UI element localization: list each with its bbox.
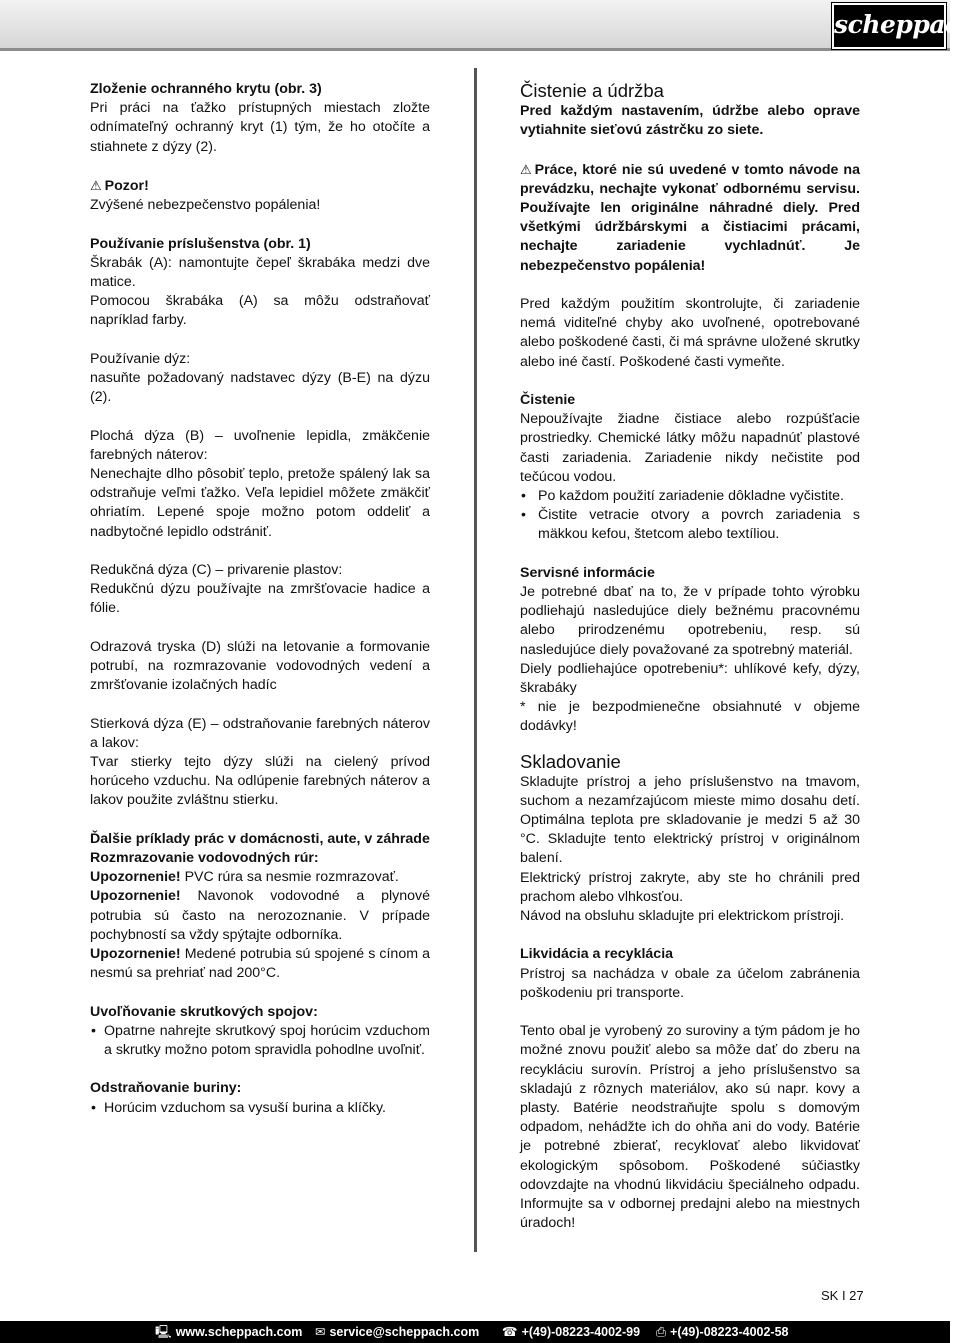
flat-nozzle-label: Plochá dýza (B) – uvoľnenie lepidla, zmäkčenie farebných náterov: (90, 427, 430, 463)
right-column (520, 80, 860, 1233)
footer-phone[interactable]: ☎ +(49)-08223-4002-99 (502, 1325, 641, 1339)
logo-text: scheppach (834, 10, 977, 39)
protective-cover-text: Pri práci na ťažko prístupných miestach zložte odnímateľný ochranný kryt (1) tým, že ho otočíte a stiahnete z dýzy (2). (90, 100, 430, 155)
warning-triangle-icon: ⚠ (520, 161, 532, 177)
left-column (90, 80, 430, 1118)
warning-title: Pozor! (104, 178, 149, 194)
reduction-nozzle-text: Redukčnú dýzu používajte na zmršťovacie hadice a fólie. (90, 581, 430, 617)
heading-more-examples: Ďalšie príklady prác v domácnosti, aute, v záhrade (90, 830, 430, 847)
heading-thawing-pipes: Rozmrazovanie vodovodných rúr: (90, 850, 319, 866)
note-label: Upozornenie! (90, 888, 181, 905)
disposal-text-1: Prístroj sa nachádza v obale za účelom zabránenia poškodeniu pri transporte. (520, 965, 860, 1001)
service-warning: Práce, ktoré nie sú uvedené v tomto návode na prevádzku, nechajte vykonať odbornému servisu. Používajte len originálne náhradné diely. Pred všetkými údržbárskymi a čistiacimi prácami, nechajte zariadenie vychladnúť. Je nebezpečenstvo popálenia! (520, 161, 860, 274)
note-1-text: PVC rúra sa nesmie rozmrazovať. (184, 869, 399, 886)
warning-text: Zvýšené nebezpečenstvo popálenia! (90, 197, 321, 214)
disposal-text-2: Tento obal je vyrobený zo suroviny a tým pádom je ho možné znovu použiť alebo sa môže dať do zberu na recykláciu surovín. Prístroj a jeho príslušenstvo sa skladajú z rôznych materiálov, ako sú napr. kovy a plasty. Batérie neodstraňujte spolu s domovým odpadom, nehádžte ich do ohňa ani do vody. Batérie je potrebné zbierať, recyklovať alebo likvidovať ekologickým spôsobom. Poškodené súčiastky odovzdajte na vhodnú likvidáciu špeciálneho odpadu. Informujte sa v odbornej predajni alebo na miestnych úradoch! (520, 1023, 860, 1232)
nozzle-use-label: Používanie dýz: (90, 350, 191, 367)
storage-text-3: Návod na obsluhu skladujte pri elektrickom prístroji. (520, 908, 845, 925)
scraper-text-1: Škrabák (A): namontujte čepeľ škrabáka medzi dve matice. (90, 254, 430, 290)
scheppach-logo (832, 3, 977, 49)
heading-service-info: Servisné informácie (520, 564, 655, 581)
note-2-text: Navonok vodovodné a plynové potrubia sú často na nerozoznanie. V prípade pochybností sa vždy spýtajte odborníka. (90, 888, 430, 943)
column-divider (474, 68, 477, 1252)
inspection-text: Pred každým použitím skontrolujte, či zariadenie nemá viditeľné chyby ako uvoľnené, opotrebované alebo poškodené časti, či má správne uložené skrutky alebo iné častí. Poškodené časti vymeňte. (520, 296, 860, 370)
reflector-nozzle-text: Odrazová tryska (D) slúži na letovanie a formovanie potrubí, na rozmrazovanie vodovodných vedení a zmršťovanie izolačných hadíc (90, 638, 430, 694)
fax-icon: ⎙ (656, 1325, 667, 1339)
warning-triangle-icon: ⚠ (90, 178, 102, 193)
note-3 (90, 945, 430, 983)
heading-storage: Skladovanie (520, 750, 621, 772)
heading-loosening-screws: Uvoľňovanie skrutkových spojov: (90, 1003, 318, 1020)
scraper-nozzle-text: Tvar stierky tejto dýzy slúži na cielený prívod horúceho vzduchu. Na odlúpenie farebných náterov a lakov použite zvláštnu stierku. (90, 754, 430, 809)
note-label: Upozornenie! (90, 946, 181, 963)
list-item: • Horúcim vzduchom sa vysuší burina a klíčky. (90, 1099, 430, 1118)
mail-icon: ✉ (315, 1325, 326, 1339)
reduction-nozzle-label: Redukčná dýza (C) – privarenie plastov: (90, 562, 343, 578)
service-text-3: * nie je bezpodmienečne obsiahnuté v objeme dodávky! (520, 699, 860, 735)
list-item: • Po každom použití zariadenie dôkladne vyčistite. (520, 487, 860, 506)
heading-disposal: Likvidácia a recyklácia (520, 946, 674, 963)
note-1 (90, 868, 430, 887)
phone-icon: ☎ (502, 1325, 518, 1339)
service-text-1: Je potrebné dbať na to, že v prípade tohto výrobku podliehajú nasledujúce diely bežnému pracovnému alebo prirodzenému opotrebeniu, resp. sú nasledujúce diely považované za spotrebný materiál. (520, 584, 860, 658)
computer-icon: 🖳 (155, 1325, 172, 1339)
list-item: • Čistite vetracie otvory a povrch zariadenia s mäkkou kefou, štetcom alebo textíliou. (520, 506, 860, 544)
header-bar (0, 0, 977, 51)
storage-text-1: Skladujte prístroj a jeho príslušenstvo na tmavom, suchom a nezamŕzajúcom mieste mimo dosahu detí. Optimálna teplota pre skladovanie je medzi 5 až 30 °C. Skladujte tento elektrický prístroj v originálnom balení. (520, 773, 860, 867)
scraper-nozzle-label: Stierková dýza (E) – odstraňovanie farebných náterov a lakov: (90, 715, 430, 751)
service-text-2: Diely podliehajúce opotrebeniu*: uhlíkové kefy, dýzy, škrabáky (520, 660, 860, 697)
scraper-text-2: Pomocou škrabáka (A) sa môžu odstraňovať napríklad farby. (90, 293, 430, 329)
nozzle-use-text: nasuňte požadovaný nadstavec dýzy (B-E) na dýzu (2). (90, 370, 430, 406)
note-3-text: Medené potrubia sú spojené s cínom a nesmú sa prehriať nad 200°C. (90, 946, 430, 982)
heading-protective-cover: Zloženie ochranného krytu (obr. 3) (90, 81, 322, 97)
footer-email[interactable]: ✉ service@scheppach.com (315, 1325, 480, 1339)
note-2 (90, 887, 430, 945)
storage-text-2: Elektrický prístroj zakryte, aby ste ho chránili pred prachom alebo vlhkosťou. (520, 869, 860, 905)
unplug-warning: Pred každým nastavením, údržbe alebo oprave vytiahnite sieťovú zástrčku zo siete. (520, 103, 860, 139)
flat-nozzle-text: Nenechajte dlho pôsobiť teplo, pretože spálený lak sa odstraňuje veľmi ťažko. Veľa lepidiel môžete zmäkčiť ohriatím. Lepené spoje možno potom oddeliť a nadbytočné lepidlo odstrániť. (90, 466, 430, 540)
footer-web[interactable]: 🖳 www.scheppach.com (155, 1325, 303, 1339)
footer-fax[interactable]: ⎙ +(49)-08223-4002-58 (656, 1325, 789, 1339)
note-label: Upozornenie! (90, 869, 181, 886)
page-number: SK I 27 (821, 1288, 864, 1303)
heading-weed-removal: Odstraňovanie buriny: (90, 1080, 242, 1097)
cleaning-text: Nepoužívajte žiadne čistiace alebo rozpúšťacie prostriedky. Chemické látky môžu napadnúť plastové časti zariadenia. Zariadenie nikdy nečistite pod tečúcou vodou. (520, 411, 860, 485)
list-item: • Opatrne nahrejte skrutkový spoj horúcim vzduchom a skrutky možno potom spravidla pohodlne uvoľniť. (90, 1022, 430, 1060)
heading-cleaning: Čistenie (520, 392, 576, 408)
heading-cleaning-maintenance: Čistenie a údržba (520, 80, 664, 101)
footer-bar (0, 1321, 950, 1343)
heading-accessories: Používanie príslušenstva (obr. 1) (90, 235, 311, 252)
